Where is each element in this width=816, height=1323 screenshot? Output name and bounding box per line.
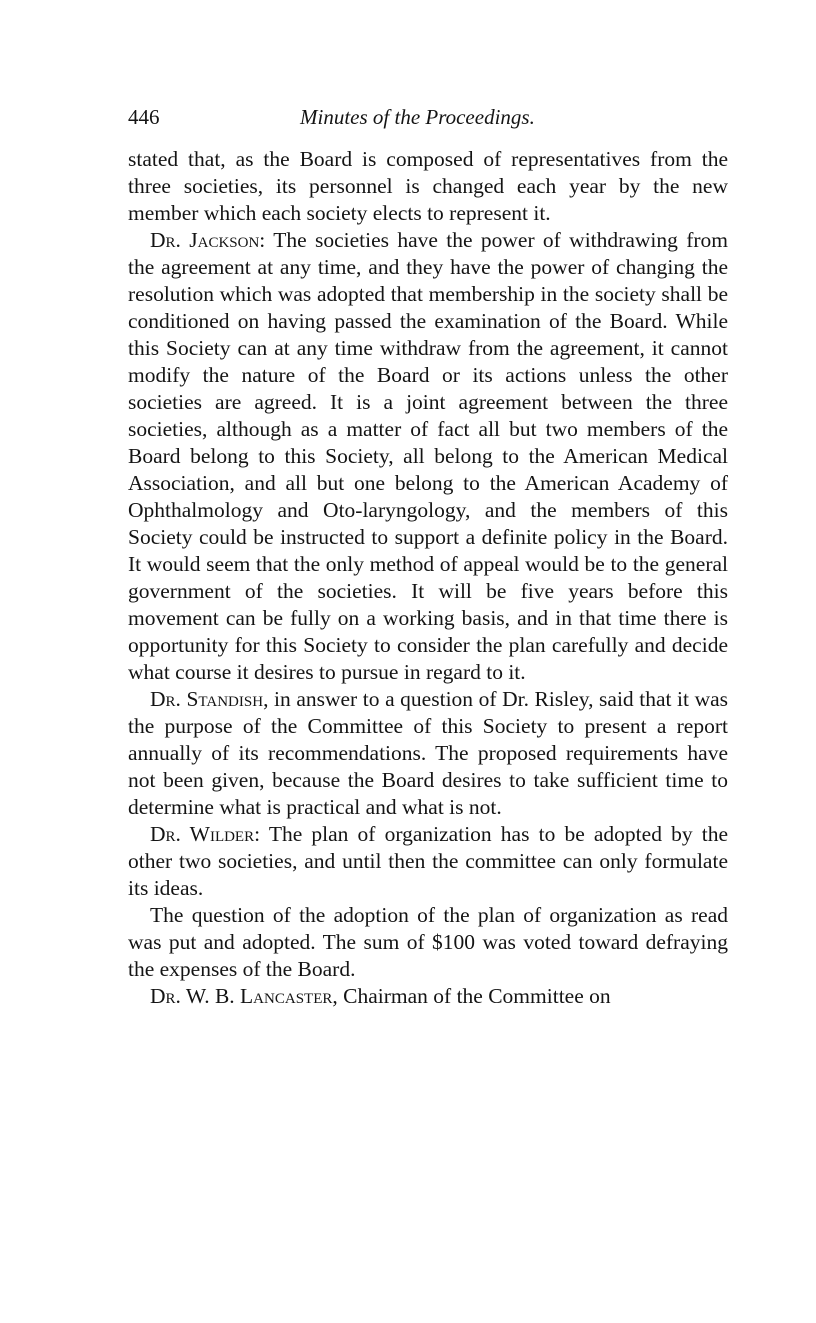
running-head — [128, 100, 728, 134]
paragraph-text: The plan of organization has to be adopted by the other two societies, and until then the committee can only formulate its ideas. — [128, 822, 728, 900]
paragraph-continued — [128, 146, 728, 227]
paragraph-standish — [128, 686, 728, 821]
speaker-name: Dr. Jackson: — [150, 228, 266, 252]
speaker-name: Dr. Standish, — [150, 687, 269, 711]
running-title: Minutes of the Proceedings. — [300, 105, 535, 129]
speaker-name: Dr. Wilder: — [150, 822, 261, 846]
paragraph-lancaster — [128, 983, 728, 1010]
paragraph-text: in answer to a question of Dr. Risley, said that it was the purpose of the Committee of this Society to present a report annually of its recommendations. The proposed requirements have not been given, because the Board desires to take sufficient time to determine what is practical and what is not. — [128, 687, 729, 819]
speaker-name: Dr. W. B. Lancaster, — [150, 984, 338, 1008]
page-number: 446 — [128, 105, 160, 129]
paragraph-text: The societies have the power of withdrawing from the agreement at any time, and they have the power of changing the resolution which was adopted that membership in the society shall be conditioned on having passed the examination of the Board. While this Society can at any time withdraw from the agreement, it cannot modify the nature of the Board or its actions unless the other societies are agreed. It is a joint agreement between the three societies, although as a matter of fact all but two members of the Board belong to this Society, all belong to the American Medical Association, and all but one belong to the American Academy of Ophthalmology and Oto-laryngology, and the members of this Society could be instructed to support a definite policy in the Board. It would seem that the only method of appeal would be to the general government of the societies. It will be five years before this movement can be fully on a working basis, and in that time there is opportunity for this Society to consider the plan carefully and decide what course it desires to pursue in regard to it. — [128, 228, 728, 684]
paragraph-text: The question of the adoption of the plan of organization as read was put and adopted. The sum of $100 was voted toward defraying the expenses of the Board. — [128, 903, 728, 981]
paragraph-text: Chairman of the Committee on — [337, 984, 611, 1008]
paragraph-text: stated that, as the Board is composed of representatives from the three societies, its personnel is changed each year by the new member which each society elects to represent it. — [128, 147, 728, 225]
paragraph-wilder — [128, 821, 728, 902]
paragraph-jackson — [128, 227, 728, 686]
book-page — [128, 100, 728, 1010]
paragraph-adoption — [128, 902, 728, 983]
body-text — [128, 146, 728, 1010]
